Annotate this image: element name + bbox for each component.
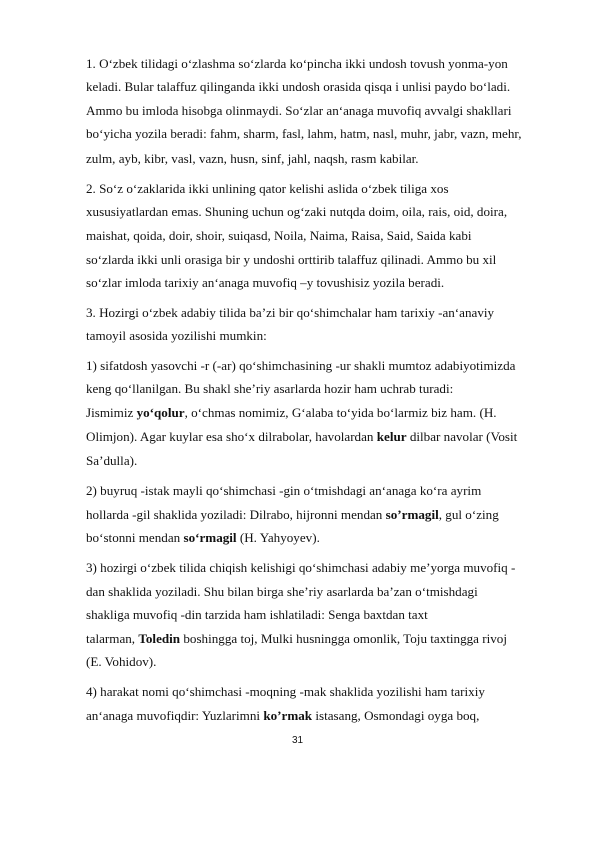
text-line xyxy=(86,359,515,372)
text-line xyxy=(86,531,320,544)
text-segment: 2) buyruq -istak mayli qo‘shimchasi -gin o‘tmishdagi an‘anaga ko‘ra ayrim xyxy=(86,483,482,498)
text-segment: 1. O‘zbek tilidagi o‘zlashma so‘zlarda ko‘pincha ikki undosh tovush yonma-yon xyxy=(86,56,508,71)
text-segment: 3) hozirgi o‘zbek tilida chiqish kelishigi qo‘shimchasi adabiy me’yorga muvofiq - xyxy=(86,560,516,575)
text-segment: 3. Hozirgi o‘zbek adabiy tilida ba’zi bir qo‘shimchalar ham tarixiy -an‘anaviy xyxy=(86,305,495,320)
text-line xyxy=(86,80,510,93)
page-number: 31 xyxy=(291,735,304,746)
text-line xyxy=(86,104,511,117)
text-segment: Sa’dulla). xyxy=(86,453,138,468)
text-segment: hollarda -gil shaklida yoziladi: Dilrabo, hijronni mendan xyxy=(86,507,386,522)
text-line xyxy=(86,484,481,497)
text-segment: so‘zlarda ikki unli orasiga bir y undoshi orttirib talaffuz qilinadi. Ammo bu xil xyxy=(86,252,497,267)
text-line xyxy=(86,585,478,598)
text-segment: keng qo‘llanilgan. Bu shakl she’riy asarlarda hozir ham uchrab turadi: xyxy=(86,381,454,396)
text-segment: bo‘stonni mendan xyxy=(86,530,184,545)
text-line xyxy=(86,276,444,289)
text-line xyxy=(86,382,453,395)
text-line xyxy=(86,127,521,140)
text-segment: , gul o‘zing xyxy=(438,507,499,522)
text-line xyxy=(86,306,494,319)
text-segment: an‘anaga muvofiqdir: Yuzlarimni xyxy=(86,708,264,723)
text-segment: 2. So‘z o‘zaklarida ikki unlining qator kelishi aslida o‘zbek tiliga xos xyxy=(86,181,449,196)
text-segment: (H. Yahyoyev). xyxy=(236,530,320,545)
text-line xyxy=(86,406,497,419)
text-segment: xususiyatlardan emas. Shuning uchun og‘zaki nutqda doim, oila, rais, oid, doira, xyxy=(86,204,508,219)
text-line xyxy=(86,205,507,218)
bold-example-word: Toledin xyxy=(138,631,181,646)
text-segment: (E. Vohidov). xyxy=(86,654,157,669)
text-line xyxy=(86,632,507,645)
bold-example-word: yo‘qolur xyxy=(136,405,185,420)
text-segment: zulm, ayb, kibr, vasl, vazn, husn, sinf, jahl, naqsh, rasm kabilar. xyxy=(86,151,419,166)
text-line xyxy=(86,430,517,443)
text-line xyxy=(86,561,515,574)
text-segment: 1) sifatdosh yasovchi -r (-ar) qo‘shimchasining -ur shakli mumtoz adabiyotimizda xyxy=(86,358,516,373)
text-segment: keladi. Bular talaffuz qilinganda ikki undosh orasida qisqa i unlisi paydo bo‘ladi. xyxy=(86,79,511,94)
text-line xyxy=(86,229,472,242)
text-line xyxy=(86,329,267,342)
text-segment: dilbar navolar (Vosit xyxy=(406,429,518,444)
text-segment: talarman, xyxy=(86,631,139,646)
text-segment: tamoyil asosida yozilishi mumkin: xyxy=(86,328,267,343)
text-line xyxy=(86,182,449,195)
text-segment: boshingga toj, Mulki husningga omonlik, Toju taxtingga rivoj xyxy=(180,631,507,646)
bold-example-word: ko’rmak xyxy=(263,708,313,723)
text-line xyxy=(86,454,137,467)
bold-example-word: so’rmagil xyxy=(385,507,439,522)
text-line xyxy=(86,57,508,70)
text-line xyxy=(86,685,485,698)
text-line xyxy=(86,709,479,722)
text-line xyxy=(86,253,496,266)
text-segment: 4) harakat nomi qo‘shimchasi -moqning -mak shaklida yozilishi ham tarixiy xyxy=(86,684,485,699)
text-segment: maishat, qoida, doir, shoir, suiqasd, Noila, Naima, Raisa, Said, Saida kabi xyxy=(86,228,472,243)
text-segment: , o‘chmas nomimiz, G‘alaba to‘yida bo‘larmiz biz ham. (H. xyxy=(184,405,497,420)
text-line xyxy=(86,152,419,165)
bold-example-word: so‘rmagil xyxy=(183,530,237,545)
text-line xyxy=(86,655,156,668)
text-segment: Olimjon). Agar kuylar esa sho‘x dilrabolar, havolardan xyxy=(86,429,377,444)
text-segment: bo‘yicha yozila beradi: fahm, sharm, fasl, lahm, hatm, nasl, muhr, jabr, vazn, mehr, xyxy=(86,126,522,141)
text-segment: Jismimiz xyxy=(86,405,137,420)
text-segment: dan shaklida yoziladi. Shu bilan birga she’riy asarlarda ba’zan o‘tmishdagi xyxy=(86,584,478,599)
text-segment: shakliga muvofiq -din tarzida ham ishlatiladi: Senga baxtdan taxt xyxy=(86,607,428,622)
text-segment: istasang, Osmondagi oyga boq, xyxy=(312,708,480,723)
text-segment: Ammo bu imloda hisobga olinmaydi. So‘zlar an‘anaga muvofiq avvalgi shakllari xyxy=(86,103,512,118)
text-line xyxy=(86,608,428,621)
bold-example-word: kelur xyxy=(376,429,407,444)
text-line xyxy=(86,508,499,521)
text-segment: so‘zlar imloda tarixiy an‘anaga muvofiq –y tovushisiz yozila beradi. xyxy=(86,275,445,290)
